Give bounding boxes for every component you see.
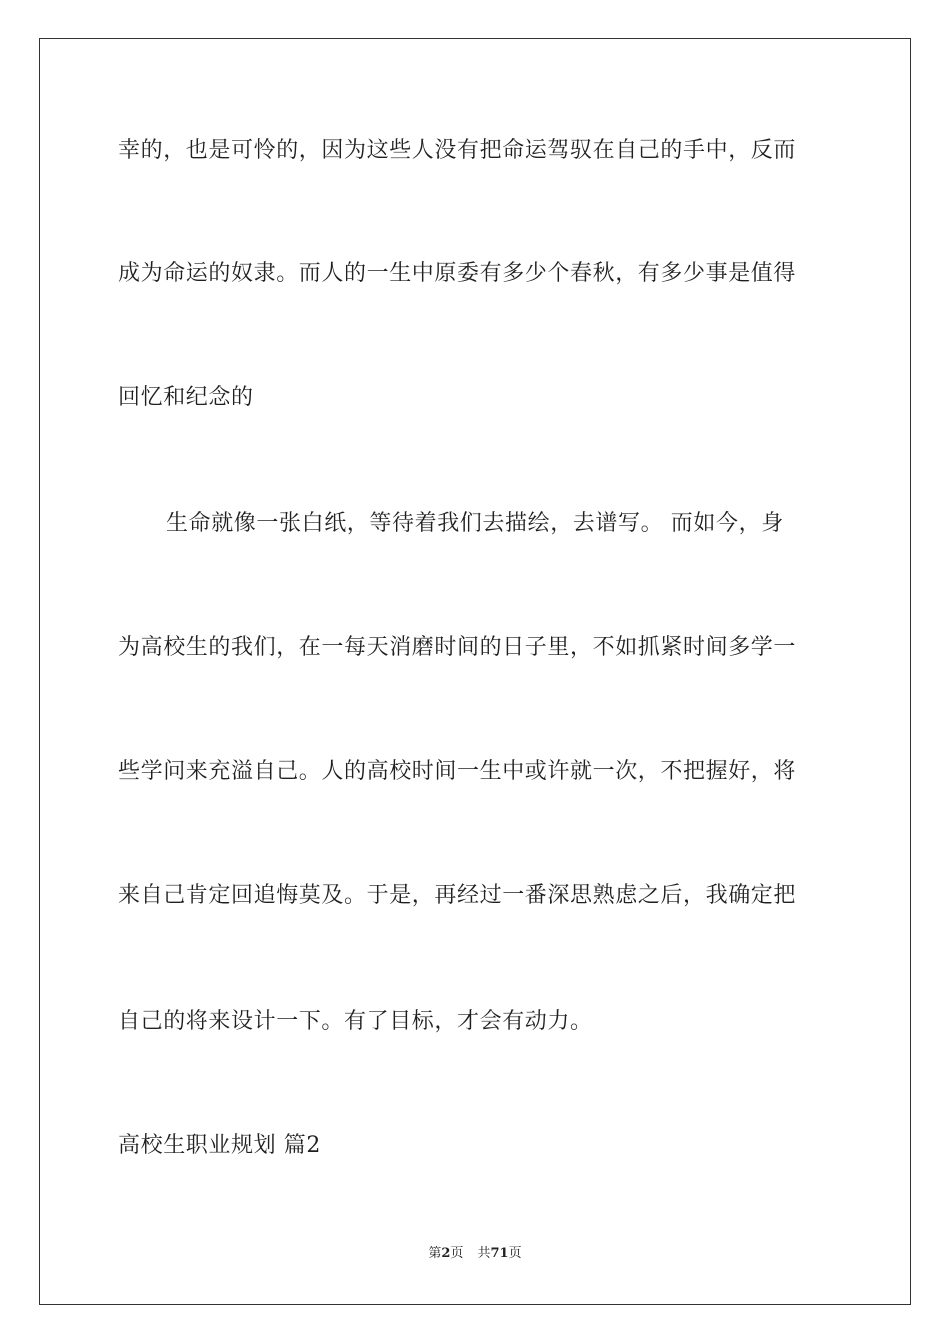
- body-text-line-7: 来自己肯定回追悔莫及。于是，再经过一番深思熟虑之后，我确定把: [118, 883, 797, 908]
- total-pages: 71: [490, 1246, 509, 1261]
- body-text-line-1: 幸的，也是可怜的，因为这些人没有把命运驾驭在自己的手中，反而: [118, 138, 797, 163]
- body-text-line-8: 自己的将来设计一下。有了目标，才会有动力。: [118, 1009, 593, 1034]
- page-prefix: 第: [428, 1246, 442, 1261]
- page-number: 2: [441, 1246, 451, 1261]
- total-prefix: 共: [477, 1246, 491, 1261]
- body-text-line-6: 些学问来充溢自己。人的高校时间一生中或许就一次，不把握好，将: [118, 759, 797, 784]
- page-footer: [0, 1245, 950, 1263]
- body-text-line-2: 成为命运的奴隶。而人的一生中原委有多少个春秋，有多少事是值得: [118, 261, 797, 286]
- section-heading: 高校生职业规划 篇2: [118, 1133, 321, 1158]
- body-text-line-5: 为高校生的我们，在一每天消磨时间的日子里，不如抓紧时间多学一: [118, 635, 797, 660]
- body-text-line-4: 生命就像一张白纸，等待着我们去描绘，去谱写。 而如今，身: [166, 511, 784, 536]
- page-suffix: 页: [450, 1246, 464, 1261]
- body-text-line-3: 回忆和纪念的: [118, 385, 254, 410]
- total-suffix: 页: [508, 1246, 522, 1261]
- page-frame: [39, 38, 911, 1305]
